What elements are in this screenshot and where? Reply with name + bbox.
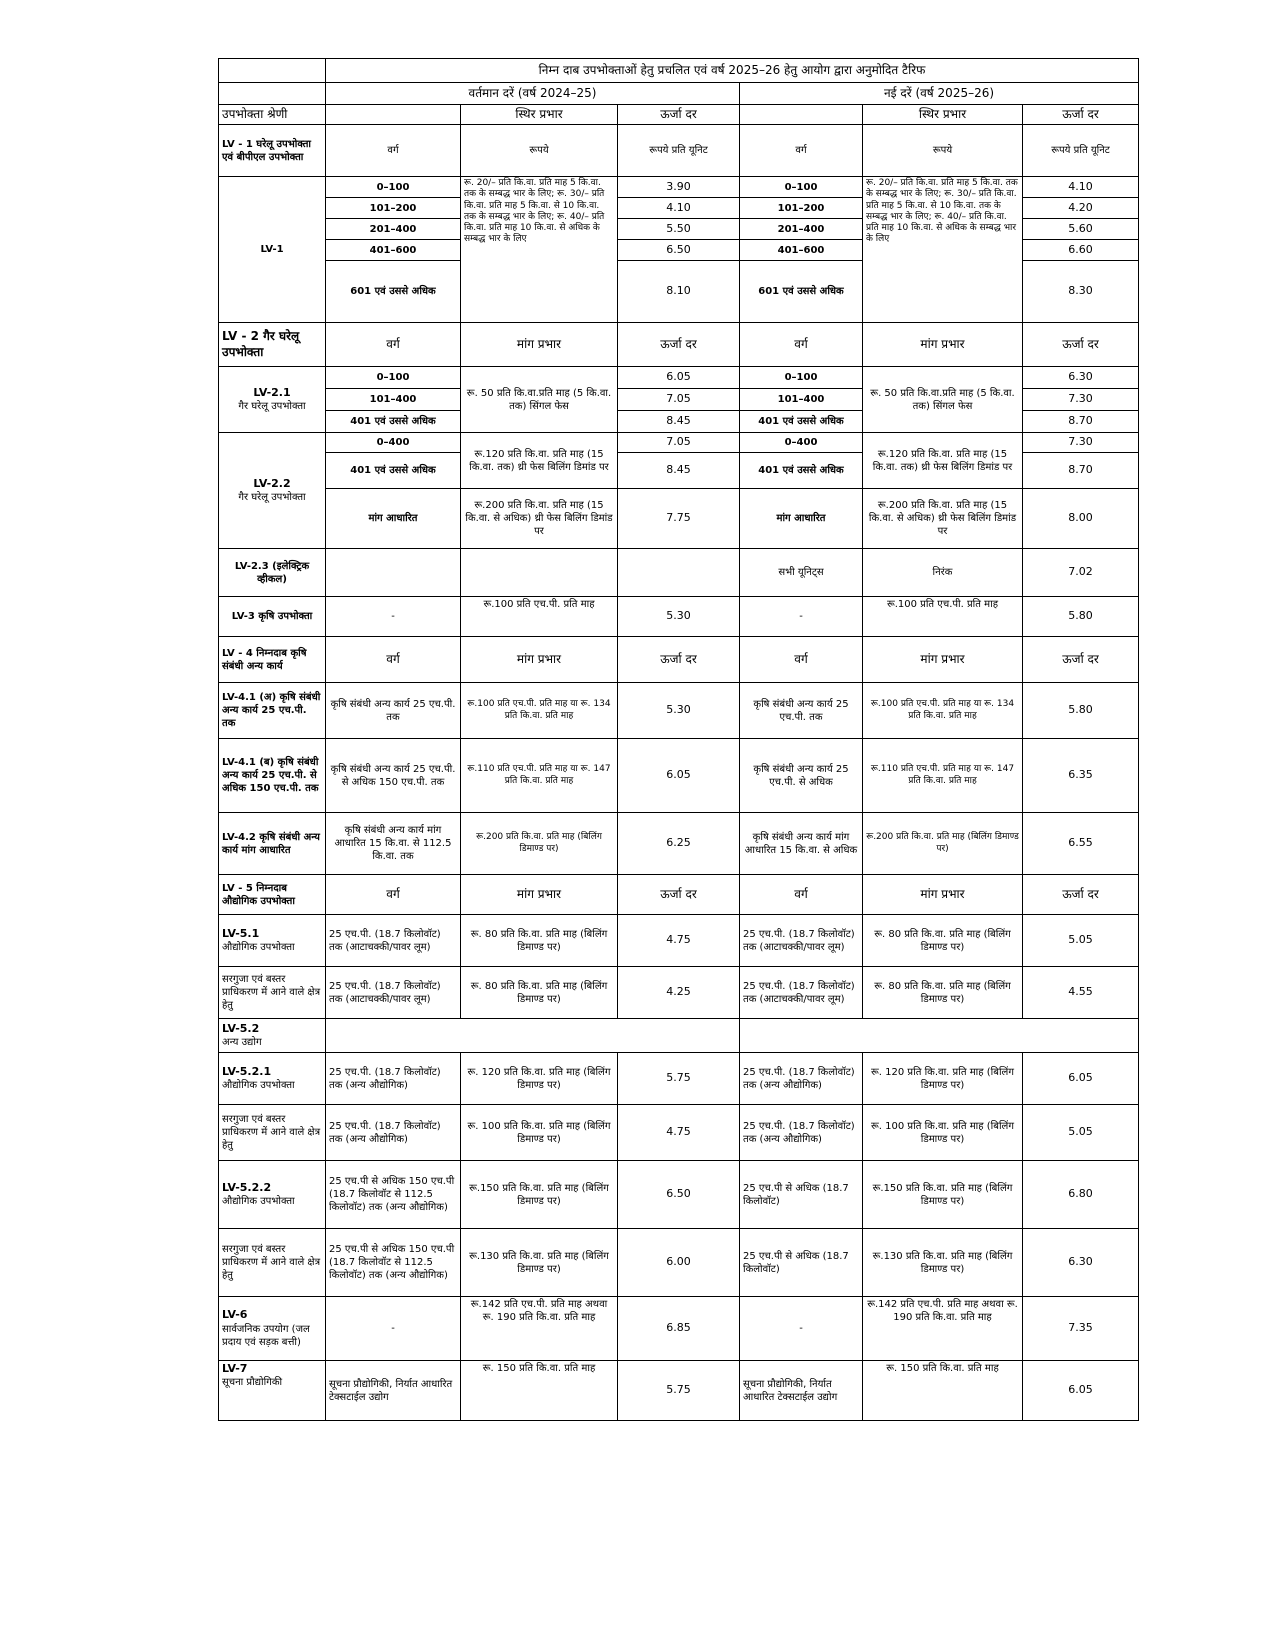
fixed-charge-text: रू.150 प्रति कि.वा. प्रति माह (बिलिंग डिमाण्ड पर) — [863, 1161, 1023, 1229]
empty-cell — [740, 1019, 1139, 1053]
category-subtitle: सूचना प्रौद्योगिकी — [222, 1377, 283, 1389]
lv5-subcategory — [219, 915, 326, 967]
lv52-category — [219, 1019, 326, 1053]
class-cell: 25 एच.पी. (18.7 किलोवॉट) तक (अन्य औद्योगिक) — [326, 1105, 461, 1161]
slab-range: 401–600 — [740, 240, 863, 261]
lv4-category-title: LV - 4 निम्नदाब कृषि संबंधी अन्य कार्य — [219, 637, 326, 683]
class-header: वर्ग — [740, 637, 863, 683]
table-row — [219, 597, 1139, 637]
table-row — [219, 1053, 1139, 1105]
fixed-charge-text: रू.110 प्रति एच.पी. प्रति माह या रू. 147 प्रति कि.वा. प्रति माह — [461, 739, 618, 813]
table-row — [219, 367, 1139, 389]
slab-range: 201–400 — [740, 219, 863, 240]
class-cell: कृषि संबंधी अन्य कार्य मांग आधारित 15 कि.वा. से अधिक — [740, 813, 863, 875]
lv22-category — [219, 433, 326, 549]
lv5-subcategory — [219, 967, 326, 1019]
slab-range: मांग आधारित — [740, 489, 863, 549]
fixed-charge-text: रू. 100 प्रति कि.वा. प्रति माह (बिलिंग डिमाण्ड पर) — [461, 1105, 618, 1161]
slab-range: 101–400 — [326, 389, 461, 411]
slab-range: 401 एवं उससे अधिक — [740, 453, 863, 489]
table-row — [219, 637, 1139, 683]
energy-rate-value: 4.75 — [618, 915, 740, 967]
fixed-charge-text: रू. 120 प्रति कि.वा. प्रति माह (बिलिंग डिमाण्ड पर) — [461, 1053, 618, 1105]
energy-rate-header: ऊर्जा दर — [618, 637, 740, 683]
fixed-charge-text: रू. 120 प्रति कि.वा. प्रति माह (बिलिंग डिमाण्ड पर) — [863, 1053, 1023, 1105]
energy-rate-header: ऊर्जा दर — [618, 323, 740, 367]
energy-rate-value: 6.60 — [1023, 240, 1139, 261]
lv23-category: LV-2.3 (इलेक्ट्रिक व्हीकल) — [219, 549, 326, 597]
demand-charge-header: मांग प्रभार — [863, 637, 1023, 683]
energy-rate-value: 5.05 — [1023, 915, 1139, 967]
slab-range: 101–200 — [740, 198, 863, 219]
class-header: वर्ग — [326, 323, 461, 367]
table-row — [219, 1161, 1139, 1229]
slab-range: 401 एवं उससे अधिक — [740, 411, 863, 433]
energy-rate-value: 5.80 — [1023, 683, 1139, 739]
energy-rate-value: 7.75 — [618, 489, 740, 549]
category-title: LV-2.2 — [253, 476, 291, 490]
class-cell: सूचना प्रौद्योगिकी, निर्यात आधारित टेक्सटाईल उद्योग — [326, 1361, 461, 1421]
table-row — [219, 1105, 1139, 1161]
category-title: LV-7 — [222, 1362, 248, 1375]
lv7-category — [219, 1361, 326, 1421]
fixed-charge-text: रू.100 प्रति एच.पी. प्रति माह या रू. 134 प्रति कि.वा. प्रति माह — [461, 683, 618, 739]
empty-cell — [618, 549, 740, 597]
category-subtitle: सरगुजा एवं बस्तर प्राधिकरण में आने वाले क्षेत्र हेतु — [222, 1244, 321, 1281]
table-row — [219, 1297, 1139, 1361]
category-subtitle: गैर घरेलू उपभोक्ता — [238, 401, 306, 413]
category-title: LV-5.2.2 — [222, 1180, 272, 1194]
energy-rate-value: 8.45 — [618, 411, 740, 433]
class-cell: 25 एच.पी. (18.7 किलोवॉट) तक (आटाचक्की/पावर लूम) — [740, 967, 863, 1019]
slab-range: 0–100 — [740, 177, 863, 198]
category-subtitle: औद्योगिक उपभोक्ता — [222, 1196, 295, 1208]
fixed-charge-text: रू. 80 प्रति कि.वा. प्रति माह (बिलिंग डिमाण्ड पर) — [461, 915, 618, 967]
table-row — [219, 813, 1139, 875]
fixed-charge-text: रू.200 प्रति कि.वा. प्रति माह (15 कि.वा. से अधिक) थ्री फेस बिलिंग डिमांड पर — [461, 489, 618, 549]
fixed-charge-text: निरंक — [863, 549, 1023, 597]
table-title: निम्न दाब उपभोक्ताओं हेतु प्रचलित एवं वर्ष 2025–26 हेतु आयोग द्वारा अनुमोदित टैरिफ — [326, 59, 1139, 83]
class-header: वर्ग — [740, 875, 863, 915]
category-title: LV-5.2.1 — [222, 1064, 272, 1078]
fixed-charge-text: रू.110 प्रति एच.पी. प्रति माह या रू. 147 प्रति कि.वा. प्रति माह — [863, 739, 1023, 813]
slab-range: 0–100 — [740, 367, 863, 389]
class-cell: 25 एच.पी. (18.7 किलोवॉट) तक (आटाचक्की/पावर लूम) — [740, 915, 863, 967]
energy-rate-value: 6.30 — [1023, 367, 1139, 389]
empty-cell — [326, 549, 461, 597]
energy-rate-value: 8.00 — [1023, 489, 1139, 549]
energy-rate-value: 6.35 — [1023, 739, 1139, 813]
class-cell: 25 एच.पी से अधिक 150 एच.पी (18.7 किलोवॉट से 112.5 किलोवॉट) तक (अन्य औद्योगिक) — [326, 1229, 461, 1297]
energy-rate-value: 7.05 — [618, 433, 740, 453]
fixed-charge-text: रू.100 प्रति एच.पी. प्रति माह — [461, 597, 618, 637]
slab-range: 401 एवं उससे अधिक — [326, 453, 461, 489]
table-row — [219, 549, 1139, 597]
fixed-charge-text: रू.142 प्रति एच.पी. प्रति माह अथवा रू. 190 प्रति कि.वा. प्रति माह — [461, 1297, 618, 1361]
fixed-charge-text: रू.130 प्रति कि.वा. प्रति माह (बिलिंग डिमाण्ड पर) — [461, 1229, 618, 1297]
category-title: LV-6 — [222, 1308, 248, 1322]
energy-rate-value: 7.30 — [1023, 389, 1139, 411]
energy-rate-value: 8.10 — [618, 261, 740, 323]
energy-rate-value: 5.80 — [1023, 597, 1139, 637]
table-row — [219, 875, 1139, 915]
energy-rate-value: 7.30 — [1023, 433, 1139, 453]
fixed-charge-text: रू.120 प्रति कि.वा. प्रति माह (15 कि.वा. तक) थ्री फेस बिलिंग डिमांड पर — [461, 433, 618, 489]
energy-rate-value: 5.30 — [618, 683, 740, 739]
demand-charge-header: मांग प्रभार — [863, 875, 1023, 915]
class-cell: कृषि संबंधी अन्य कार्य 25 एच.पी. से अधिक — [740, 739, 863, 813]
fixed-charge-text: रू. 80 प्रति कि.वा. प्रति माह (बिलिंग डिमाण्ड पर) — [863, 915, 1023, 967]
lv4-subcategory: LV-4.1 (ब) कृषि संबंधी अन्य कार्य 25 एच.पी. से अधिक 150 एच.पी. तक — [219, 739, 326, 813]
tariff-table — [218, 58, 1139, 1421]
class-cell: 25 एच.पी. (18.7 किलोवॉट) तक (अन्य औद्योगिक) — [740, 1105, 863, 1161]
table-row — [219, 1019, 1139, 1053]
lv5-subcategory — [219, 1161, 326, 1229]
energy-rate-value: 3.90 — [618, 177, 740, 198]
fixed-charge-text: रू.150 प्रति कि.वा. प्रति माह (बिलिंग डिमाण्ड पर) — [461, 1161, 618, 1229]
energy-rate-value: 6.00 — [618, 1229, 740, 1297]
fixed-charge-text: रू.100 प्रति एच.पी. प्रति माह — [863, 597, 1023, 637]
category-title: LV-2.1 — [253, 385, 291, 399]
energy-rate-value: 7.05 — [618, 389, 740, 411]
energy-rate-value: 4.75 — [618, 1105, 740, 1161]
class-cell: कृषि संबंधी अन्य कार्य मांग आधारित 15 कि.वा. से 112.5 कि.वा. तक — [326, 813, 461, 875]
class-header: वर्ग — [740, 323, 863, 367]
class-cell: 25 एच.पी से अधिक (18.7 किलोवॉट) — [740, 1229, 863, 1297]
slab-range: 0–400 — [326, 433, 461, 453]
fixed-charge-text: रू. 80 प्रति कि.वा. प्रति माह (बिलिंग डिमाण्ड पर) — [461, 967, 618, 1019]
class-cell: - — [740, 597, 863, 637]
fixed-charge-header-current: स्थिर प्रभार — [461, 105, 618, 125]
energy-rate-value: 5.30 — [618, 597, 740, 637]
table-row — [219, 323, 1139, 367]
empty-cell — [461, 549, 618, 597]
class-header: वर्ग — [326, 875, 461, 915]
fixed-charge-text: रू.200 प्रति कि.वा. प्रति माह (15 कि.वा. से अधिक) थ्री फेस बिलिंग डिमांड पर — [863, 489, 1023, 549]
energy-rate-value: 5.75 — [618, 1361, 740, 1421]
energy-rate-header-current: ऊर्जा दर — [618, 105, 740, 125]
lv3-category: LV-3 कृषि उपभोक्ता — [219, 597, 326, 637]
energy-rate-value: 8.30 — [1023, 261, 1139, 323]
slab-range: 401–600 — [326, 240, 461, 261]
energy-rate-value: 4.10 — [1023, 177, 1139, 198]
energy-rate-value: 8.70 — [1023, 453, 1139, 489]
class-header: वर्ग — [326, 125, 461, 177]
blank-header-cell — [219, 59, 326, 83]
energy-rate-value: 7.02 — [1023, 549, 1139, 597]
demand-charge-header: मांग प्रभार — [461, 875, 618, 915]
class-cell: 25 एच.पी से अधिक (18.7 किलोवॉट) — [740, 1161, 863, 1229]
slab-range: 101–400 — [740, 389, 863, 411]
class-cell: 25 एच.पी. (18.7 किलोवॉट) तक (अन्य औद्योगिक) — [326, 1053, 461, 1105]
lv1-category-title: LV - 1 घरेलू उपभोक्ता एवं बीपीएल उपभोक्ता — [219, 125, 326, 177]
category-subtitle: सार्वजनिक उपयोग (जल प्रदाय एवं सड़क बत्ती) — [222, 1323, 310, 1348]
category-title: LV-5.1 — [222, 926, 260, 940]
table-row — [219, 915, 1139, 967]
class-cell: - — [326, 597, 461, 637]
table-row — [219, 739, 1139, 813]
class-cell: 25 एच.पी से अधिक 150 एच.पी (18.7 किलोवॉट से 112.5 किलोवॉट) तक (अन्य औद्योगिक) — [326, 1161, 461, 1229]
energy-rate-header: ऊर्जा दर — [1023, 875, 1139, 915]
unit-header: रूपये प्रति यूनिट — [618, 125, 740, 177]
energy-rate-header: ऊर्जा दर — [1023, 323, 1139, 367]
table-row — [219, 1361, 1139, 1421]
energy-rate-value: 5.75 — [618, 1053, 740, 1105]
slab-range: 0–100 — [326, 367, 461, 389]
table-row — [219, 967, 1139, 1019]
fixed-charge-text: रू.100 प्रति एच.पी. प्रति माह या रू. 134 प्रति कि.वा. प्रति माह — [863, 683, 1023, 739]
fixed-charge-text: रू.200 प्रति कि.वा. प्रति माह (बिलिंग डिमाण्ड पर) — [863, 813, 1023, 875]
category-subtitle: सरगुजा एवं बस्तर प्राधिकरण में आने वाले क्षेत्र हेतु — [222, 1114, 321, 1151]
rupees-header: रूपये — [863, 125, 1023, 177]
energy-rate-value: 6.55 — [1023, 813, 1139, 875]
fixed-charge-text: रू. 50 प्रति कि.वा.प्रति माह (5 कि.वा. तक) सिंगल फेस — [863, 367, 1023, 433]
slab-range: 601 एवं उससे अधिक — [326, 261, 461, 323]
category-subtitle: अन्य उद्योग — [222, 1037, 262, 1049]
demand-charge-header: मांग प्रभार — [461, 637, 618, 683]
lv4-subcategory: LV-4.2 कृषि संबंधी अन्य कार्य मांग आधारित — [219, 813, 326, 875]
energy-rate-value: 6.85 — [618, 1297, 740, 1361]
energy-rate-value: 5.60 — [1023, 219, 1139, 240]
energy-rate-value: 6.50 — [618, 240, 740, 261]
table-row — [219, 1229, 1139, 1297]
energy-rate-value: 5.50 — [618, 219, 740, 240]
lv2-category-title: LV - 2 गैर घरेलू उपभोक्ता — [219, 323, 326, 367]
fixed-charge-text: रू. 150 प्रति कि.वा. प्रति माह — [461, 1361, 618, 1421]
class-header: वर्ग — [740, 125, 863, 177]
class-cell: 25 एच.पी. (18.7 किलोवॉट) तक (आटाचक्की/पावर लूम) — [326, 915, 461, 967]
blank-header-cell — [326, 105, 461, 125]
table-row — [219, 489, 1139, 549]
fixed-charge-header-new: स्थिर प्रभार — [863, 105, 1023, 125]
lv6-category — [219, 1297, 326, 1361]
fixed-charge-text: रू. 100 प्रति कि.वा. प्रति माह (बिलिंग डिमाण्ड पर) — [863, 1105, 1023, 1161]
energy-rate-header-new: ऊर्जा दर — [1023, 105, 1139, 125]
slab-range: 401 एवं उससे अधिक — [326, 411, 461, 433]
class-cell: कृषि संबंधी अन्य कार्य 25 एच.पी. तक — [326, 683, 461, 739]
category-subtitle: सरगुजा एवं बस्तर प्राधिकरण में आने वाले क्षेत्र हेतु — [222, 974, 321, 1011]
category-subtitle: औद्योगिक उपभोक्ता — [222, 1080, 295, 1092]
consumer-category-header: उपभोक्ता श्रेणी — [219, 105, 326, 125]
blank-header-cell — [740, 105, 863, 125]
demand-charge-header: मांग प्रभार — [863, 323, 1023, 367]
class-cell: कृषि संबंधी अन्य कार्य 25 एच.पी. से अधिक 150 एच.पी. तक — [326, 739, 461, 813]
energy-rate-value: 6.05 — [1023, 1053, 1139, 1105]
blank-header-cell — [219, 83, 326, 105]
slab-range: 0–400 — [740, 433, 863, 453]
energy-rate-value: 6.05 — [618, 739, 740, 813]
energy-rate-value: 6.50 — [618, 1161, 740, 1229]
lv5-category-title: LV - 5 निम्नदाब औद्योगिक उपभोक्ता — [219, 875, 326, 915]
lv21-category — [219, 367, 326, 433]
class-cell: सभी यूनिट्स — [740, 549, 863, 597]
fixed-charge-text: रू. 20/– प्रति कि.वा. प्रति माह 5 कि.वा. तक के सम्बद्ध भार के लिए; रू. 30/– प्रति कि.वा. प्रति माह 5 कि.वा. से 10 कि.वा. तक के सम्बद्ध भार के लिए; रू. 40/– प्रति कि.वा. प्रति माह 10 कि.वा. से अधिक के सम्बद्ध भार के लिए — [863, 177, 1023, 323]
table-row — [219, 683, 1139, 739]
slab-range: 601 एवं उससे अधिक — [740, 261, 863, 323]
lv5-subcategory — [219, 1229, 326, 1297]
class-header: वर्ग — [326, 637, 461, 683]
slab-range: 201–400 — [326, 219, 461, 240]
category-title: LV-5.2 — [222, 1021, 260, 1035]
class-cell: 25 एच.पी. (18.7 किलोवॉट) तक (आटाचक्की/पावर लूम) — [326, 967, 461, 1019]
fixed-charge-text: रू.120 प्रति कि.वा. प्रति माह (15 कि.वा. तक) थ्री फेस बिलिंग डिमांड पर — [863, 433, 1023, 489]
energy-rate-value: 4.55 — [1023, 967, 1139, 1019]
energy-rate-value: 6.05 — [618, 367, 740, 389]
energy-rate-value: 6.30 — [1023, 1229, 1139, 1297]
demand-charge-header: मांग प्रभार — [461, 323, 618, 367]
energy-rate-value: 6.80 — [1023, 1161, 1139, 1229]
class-cell: - — [326, 1297, 461, 1361]
energy-rate-value: 4.10 — [618, 198, 740, 219]
lv4-subcategory: LV-4.1 (अ) कृषि संबंधी अन्य कार्य 25 एच.पी. तक — [219, 683, 326, 739]
fixed-charge-text: रू.142 प्रति एच.पी. प्रति माह अथवा रू. 190 प्रति कि.वा. प्रति माह — [863, 1297, 1023, 1361]
energy-rate-value: 5.05 — [1023, 1105, 1139, 1161]
fixed-charge-text: रू.200 प्रति कि.वा. प्रति माह (बिलिंग डिमाण्ड पर) — [461, 813, 618, 875]
lv5-subcategory — [219, 1053, 326, 1105]
category-subtitle: औद्योगिक उपभोक्ता — [222, 942, 295, 954]
fixed-charge-text: रू. 80 प्रति कि.वा. प्रति माह (बिलिंग डिमाण्ड पर) — [863, 967, 1023, 1019]
table-row — [219, 125, 1139, 177]
energy-rate-value: 7.35 — [1023, 1297, 1139, 1361]
energy-rate-value: 8.45 — [618, 453, 740, 489]
energy-rate-header: ऊर्जा दर — [1023, 637, 1139, 683]
class-cell: - — [740, 1297, 863, 1361]
slab-range: 0–100 — [326, 177, 461, 198]
energy-rate-header: ऊर्जा दर — [618, 875, 740, 915]
slab-range: 101–200 — [326, 198, 461, 219]
current-period-header: वर्तमान दरें (वर्ष 2024–25) — [326, 83, 740, 105]
rupees-header: रूपये — [461, 125, 618, 177]
table-row — [219, 177, 1139, 198]
fixed-charge-text: रू. 20/– प्रति कि.वा. प्रति माह 5 कि.वा. तक के सम्बद्ध भार के लिए; रू. 30/– प्रति कि.वा. प्रति माह 5 कि.वा. से 10 कि.वा. तक के सम्बद्ध भार के लिए; रू. 40/– प्रति कि.वा. प्रति माह 10 कि.वा. से अधिक के सम्बद्ध भार के लिए — [461, 177, 618, 323]
lv1-label: LV-1 — [219, 177, 326, 323]
energy-rate-value: 6.05 — [1023, 1361, 1139, 1421]
lv5-subcategory — [219, 1105, 326, 1161]
table-row — [219, 433, 1139, 453]
fixed-charge-text: रू. 50 प्रति कि.वा.प्रति माह (5 कि.वा. तक) सिंगल फेस — [461, 367, 618, 433]
category-subtitle: गैर घरेलू उपभोक्ता — [238, 492, 306, 504]
new-period-header: नई दरें (वर्ष 2025–26) — [740, 83, 1139, 105]
empty-cell — [326, 1019, 740, 1053]
class-cell: सूचना प्रौद्योगिकी, निर्यात आधारित टेक्सटाईल उद्योग — [740, 1361, 863, 1421]
class-cell: कृषि संबंधी अन्य कार्य 25 एच.पी. तक — [740, 683, 863, 739]
unit-header: रूपये प्रति यूनिट — [1023, 125, 1139, 177]
energy-rate-value: 8.70 — [1023, 411, 1139, 433]
fixed-charge-text: रू.130 प्रति कि.वा. प्रति माह (बिलिंग डिमाण्ड पर) — [863, 1229, 1023, 1297]
energy-rate-value: 4.25 — [618, 967, 740, 1019]
class-cell: 25 एच.पी. (18.7 किलोवॉट) तक (अन्य औद्योगिक) — [740, 1053, 863, 1105]
fixed-charge-text: रू. 150 प्रति कि.वा. प्रति माह — [863, 1361, 1023, 1421]
energy-rate-value: 6.25 — [618, 813, 740, 875]
energy-rate-value: 4.20 — [1023, 198, 1139, 219]
slab-range: मांग आधारित — [326, 489, 461, 549]
